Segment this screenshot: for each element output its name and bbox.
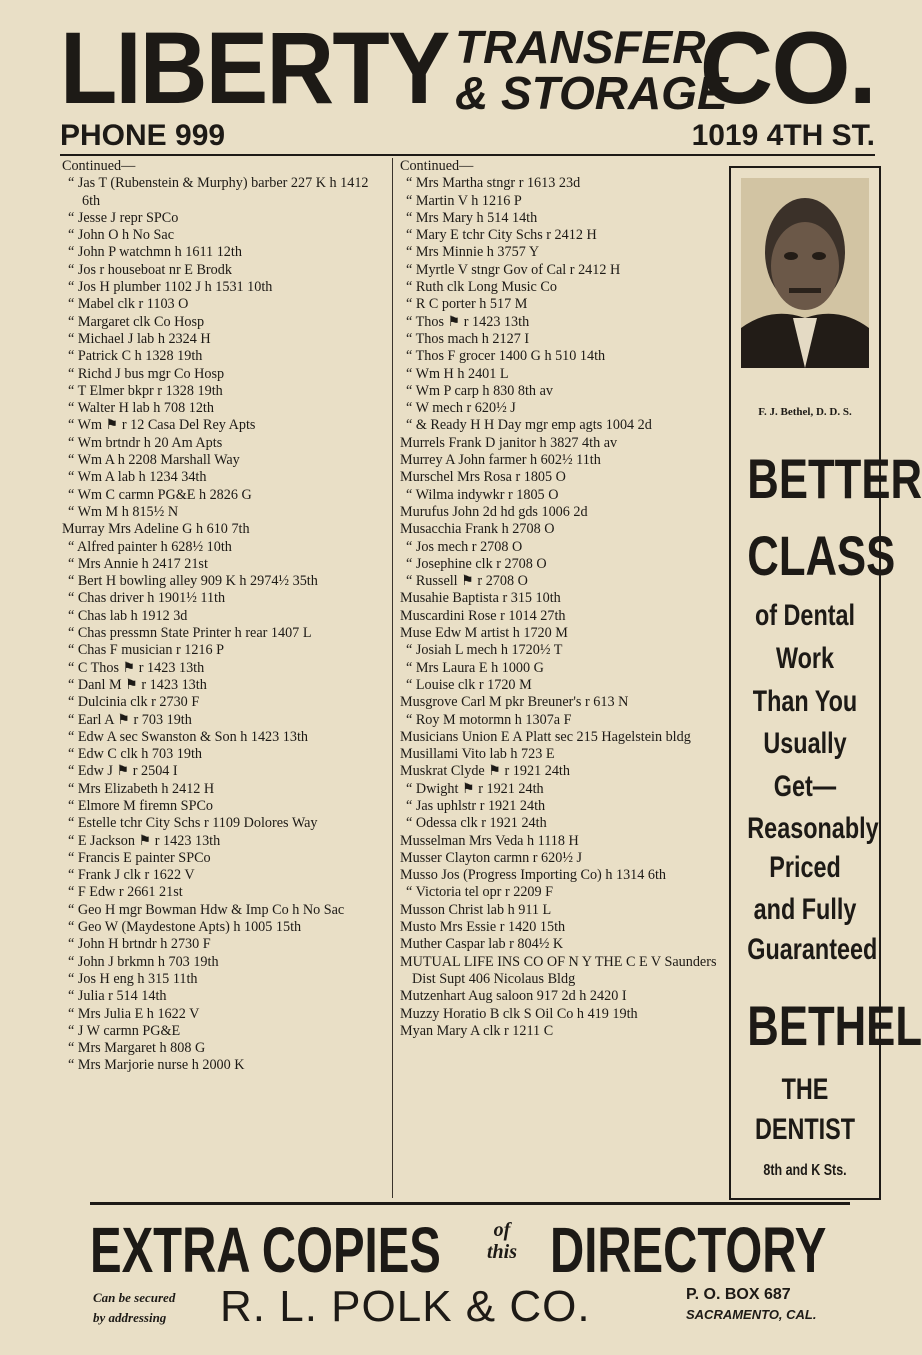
directory-entry: Muscardini Rose r 1014 27th <box>400 607 566 624</box>
left-directory-column <box>62 158 390 1075</box>
directory-entry: “ Roy M motormn h 1307a F <box>406 711 572 728</box>
directory-entry: “ Jesse J repr SPCo <box>68 209 179 226</box>
directory-entry: “ John H brtndr h 2730 F <box>68 936 211 953</box>
ad-priced: Priced <box>769 851 841 884</box>
footer-mailing-address <box>686 1285 816 1325</box>
directory-entry: “ Wm ⚑ r 12 Casa Del Rey Apts <box>68 417 256 434</box>
directory-entry: “ T Elmer bkpr r 1328 19th <box>68 382 223 399</box>
footer-advertisement <box>90 1202 850 1335</box>
directory-entry: Musicians Union E A Platt sec 215 Hagelstein bldg <box>400 728 691 745</box>
directory-entry: Musselman Mrs Veda h 1118 H <box>400 832 579 849</box>
directory-entry: “ Mabel clk r 1103 O <box>68 296 189 313</box>
directory-entry: “ Mrs Julia E h 1622 V <box>68 1005 200 1022</box>
ad-location: 8th and K Sts. <box>763 1162 847 1179</box>
directory-entry: “ Edw A sec Swanston & Son h 1423 13th <box>68 728 309 745</box>
directory-entry: Murrey A John farmer h 602½ 11th <box>400 452 601 469</box>
ad-dentist: DENTIST <box>754 1113 856 1146</box>
directory-entry: “ Mrs Minnie h 3757 Y <box>406 244 540 261</box>
ad-the: THE <box>781 1073 829 1106</box>
directory-entry: “ J W carmn PG&E <box>68 1022 181 1039</box>
directory-entry: “ Michael J lab h 2324 H <box>68 330 211 347</box>
directory-entry: “ Mrs Marjorie nurse h 2000 K <box>68 1057 245 1074</box>
directory-entry: “ Alfred painter h 628½ 10th <box>68 538 232 555</box>
directory-entry: “ Chas driver h 1901½ 11th <box>68 590 226 607</box>
directory-entry: “ Wm C carmn PG&E h 2826 G <box>68 486 252 503</box>
directory-entry: Musahie Baptista r 315 10th <box>400 590 561 607</box>
directory-entry: “ Jos H eng h 315 11th <box>68 970 198 987</box>
directory-entry: “ & Ready H H Day mgr emp agts 1004 2d <box>406 417 652 434</box>
directory-entry: “ Geo W (Maydestone Apts) h 1005 15th <box>68 919 302 936</box>
directory-entry: “ Jos r houseboat nr E Brodk <box>68 261 232 278</box>
directory-entry: Musson Christ lab h 911 L <box>400 901 552 918</box>
directory-entry: “ Mrs Elizabeth h 2412 H <box>68 780 215 797</box>
ad-than-you: Than You <box>752 685 858 718</box>
directory-entry: “ E Jackson ⚑ r 1423 13th <box>68 832 221 849</box>
directory-entry: “ Thos ⚑ r 1423 13th <box>406 313 530 330</box>
directory-entry: “ Wm brtndr h 20 Am Apts <box>68 434 223 451</box>
directory-entry: “ Edw C clk h 703 19th <box>68 746 202 763</box>
directory-entry: “ Estelle tchr City Schs r 1109 Dolores Way <box>68 815 318 832</box>
directory-entry: Musser Clayton carmn r 620½ J <box>400 849 583 866</box>
directory-entry: “ Walter H lab h 708 12th <box>68 400 214 417</box>
footer-of-this <box>487 1219 517 1263</box>
directory-entry: “ Russell ⚑ r 2708 O <box>406 573 528 590</box>
directory-entry: “ W mech r 620½ J <box>406 400 516 417</box>
directory-entry: “ Odessa clk r 1921 24th <box>406 815 547 832</box>
directory-entry: “ Victoria tel opr r 2209 F <box>406 884 554 901</box>
directory-entry: “ John O h No Sac <box>68 227 174 244</box>
directory-entry: “ Geo H mgr Bowman Hdw & Imp Co h No Sac <box>68 901 345 918</box>
directory-entry: Muther Caspar lab r 804½ K <box>400 936 564 953</box>
directory-entry: “ Mrs Laura E h 1000 G <box>406 659 544 676</box>
directory-entry: “ Wm A h 2208 Marshall Way <box>68 452 240 469</box>
directory-entry: “ Dwight ⚑ r 1921 24th <box>406 780 544 797</box>
footer-secured-line-2: by addressing <box>93 1310 167 1325</box>
footer-secured-line-1: Can be secured <box>93 1290 176 1305</box>
directory-entry: Muse Edw M artist h 1720 M <box>400 625 568 642</box>
directory-entry: MUTUAL LIFE INS CO OF N Y THE C E V Saunders Dist Supt 406 Nicolaus Bldg <box>400 953 717 987</box>
ad-usually: Usually <box>763 727 847 760</box>
directory-entry: “ Wm M h 815½ N <box>68 503 179 520</box>
directory-entry: Musso Jos (Progress Importing Co) h 1314 6th <box>400 867 667 884</box>
directory-entry: “ Wm P carp h 830 8th av <box>406 382 553 399</box>
brand-subtitle-line-2: & STORAGE <box>455 67 728 119</box>
ad-of-dental: of Dental <box>754 599 856 632</box>
directory-entry: “ Francis E painter SPCo <box>68 849 211 866</box>
footer-city: SACRAMENTO, CAL. <box>686 1307 817 1322</box>
ad-class: CLASS <box>747 524 896 587</box>
directory-entry: “ Jos H plumber 1102 J h 1531 10th <box>68 279 273 296</box>
street-address: 1019 4TH ST. <box>691 119 875 152</box>
directory-entry: “ Richd J bus mgr Co Hosp <box>68 365 225 382</box>
directory-entry: “ Martin V h 1216 P <box>406 192 522 209</box>
right-directory-column <box>400 158 728 1040</box>
column-divider <box>392 158 393 1198</box>
ad-caption: F. J. Bethel, D. D. S. <box>758 406 852 418</box>
directory-entry: “ Chas pressmn State Printer h rear 1407 L <box>68 625 312 642</box>
directory-entry: Musgrove Carl M pkr Breuner's r 613 N <box>400 694 629 711</box>
footer-this: this <box>487 1241 518 1263</box>
directory-entry: “ C Thos ⚑ r 1423 13th <box>68 659 205 676</box>
directory-entry: Muzzy Horatio B clk S Oil Co h 419 19th <box>400 1005 638 1022</box>
footer-extra-copies: EXTRA COPIES <box>90 1214 441 1286</box>
directory-entry: “ Mrs Mary h 514 14th <box>406 209 538 226</box>
directory-entry: “ R C porter h 517 M <box>406 296 528 313</box>
phone-number: PHONE 999 <box>60 119 226 152</box>
directory-entry: Muskrat Clyde ⚑ r 1921 24th <box>400 763 570 780</box>
directory-entry: “ Mrs Margaret h 808 G <box>68 1040 206 1057</box>
directory-entry: “ Jas T (Rubenstein & Murphy) barber 227 K h 1412 6th <box>68 175 369 209</box>
ad-guaranteed: Guaranteed <box>747 933 878 966</box>
directory-entry: “ Margaret clk Co Hosp <box>68 313 205 330</box>
directory-entry: Continued— <box>62 158 136 174</box>
ad-and-fully: and Fully <box>753 893 857 926</box>
ad-get: Get— <box>773 770 837 803</box>
directory-entry: Myan Mary A clk r 1211 C <box>400 1022 554 1039</box>
directory-entry: “ Julia r 514 14th <box>68 988 167 1005</box>
dentist-advertisement <box>729 166 922 1200</box>
ad-better: BETTER <box>747 447 922 510</box>
directory-entry: “ Patrick C h 1328 19th <box>68 348 203 365</box>
directory-entry: “ Frank J clk r 1622 V <box>68 867 195 884</box>
directory-entry: Murschel Mrs Rosa r 1805 O <box>400 469 566 486</box>
directory-entry: “ Mary E tchr City Schs r 2412 H <box>406 227 597 244</box>
brand-subtitle-line-1: TRANSFER <box>455 21 706 73</box>
footer-secured-note <box>93 1288 175 1328</box>
footer-of: of <box>493 1219 511 1241</box>
brand-subtitle <box>455 21 728 119</box>
directory-entry: “ Edw J ⚑ r 2504 I <box>68 763 178 780</box>
directory-entry: “ Thos F grocer 1400 G h 510 14th <box>406 348 606 365</box>
dentist-portrait <box>741 178 869 368</box>
directory-entry: “ Mrs Martha stngr r 1613 23d <box>406 175 581 192</box>
directory-entry: “ Danl M ⚑ r 1423 13th <box>68 676 207 693</box>
directory-entry: “ Elmore M firemn SPCo <box>68 797 214 814</box>
directory-entry: “ Bert H bowling alley 909 K h 2974½ 35th <box>68 573 318 590</box>
ad-bethel: BETHEL <box>747 994 922 1057</box>
directory-entry: “ Myrtle V stngr Gov of Cal r 2412 H <box>406 261 621 278</box>
directory-entry: “ Wm A lab h 1234 34th <box>68 469 207 486</box>
directory-entry: “ Chas F musician r 1216 P <box>68 642 225 659</box>
directory-entry: “ Louise clk r 1720 M <box>406 676 532 693</box>
directory-entry: Murray Mrs Adeline G h 610 7th <box>62 521 250 538</box>
directory-entry: “ Chas lab h 1912 3d <box>68 607 188 624</box>
directory-entry: Murufus John 2d hd gds 1006 2d <box>400 503 588 520</box>
directory-entry: Musto Mrs Essie r 1420 15th <box>400 919 566 936</box>
footer-directory: DIRECTORY <box>550 1214 827 1286</box>
directory-entry: “ John J brkmn h 703 19th <box>68 953 219 970</box>
footer-po-box: P. O. BOX 687 <box>686 1286 791 1303</box>
directory-entry: “ Wm H h 2401 L <box>406 365 509 382</box>
masthead <box>60 11 875 125</box>
directory-entry: “ Jas uphlstr r 1921 24th <box>406 797 546 814</box>
directory-entry: “ Mrs Annie h 2417 21st <box>68 555 208 572</box>
ad-reasonably: Reasonably <box>747 812 879 845</box>
directory-entry: “ John P watchmn h 1611 12th <box>68 244 242 261</box>
directory-entry: “ Wilma indywkr r 1805 O <box>406 486 559 503</box>
directory-entry: “ Thos mach h 2127 I <box>406 330 530 347</box>
directory-entry: Musillami Vito lab h 723 E <box>400 746 555 763</box>
brand-name: LIBERTY <box>60 11 449 125</box>
portrait-image <box>741 178 869 368</box>
directory-entry: “ Earl A ⚑ r 703 19th <box>68 711 192 728</box>
ad-work: Work <box>775 642 835 675</box>
directory-entry: “ Josephine clk r 2708 O <box>406 555 547 572</box>
brand-co: CO. <box>699 11 875 125</box>
directory-entry: Continued— <box>400 158 474 174</box>
directory-entry: “ Jos mech r 2708 O <box>406 538 523 555</box>
header-info-bar <box>60 118 875 156</box>
directory-entry: “ Ruth clk Long Music Co <box>406 279 557 296</box>
directory-entry: “ Dulcinia clk r 2730 F <box>68 694 200 711</box>
footer-publisher: R. L. POLK & CO. <box>220 1282 591 1331</box>
directory-entry: Mutzenhart Aug saloon 917 2d h 2420 I <box>400 988 627 1005</box>
directory-entry: “ Josiah L mech h 1720½ T <box>406 642 563 659</box>
directory-entry: Musacchia Frank h 2708 O <box>400 521 555 538</box>
directory-entry: “ F Edw r 2661 21st <box>68 884 183 901</box>
directory-entry: Murrels Frank D janitor h 3827 4th av <box>400 434 618 451</box>
